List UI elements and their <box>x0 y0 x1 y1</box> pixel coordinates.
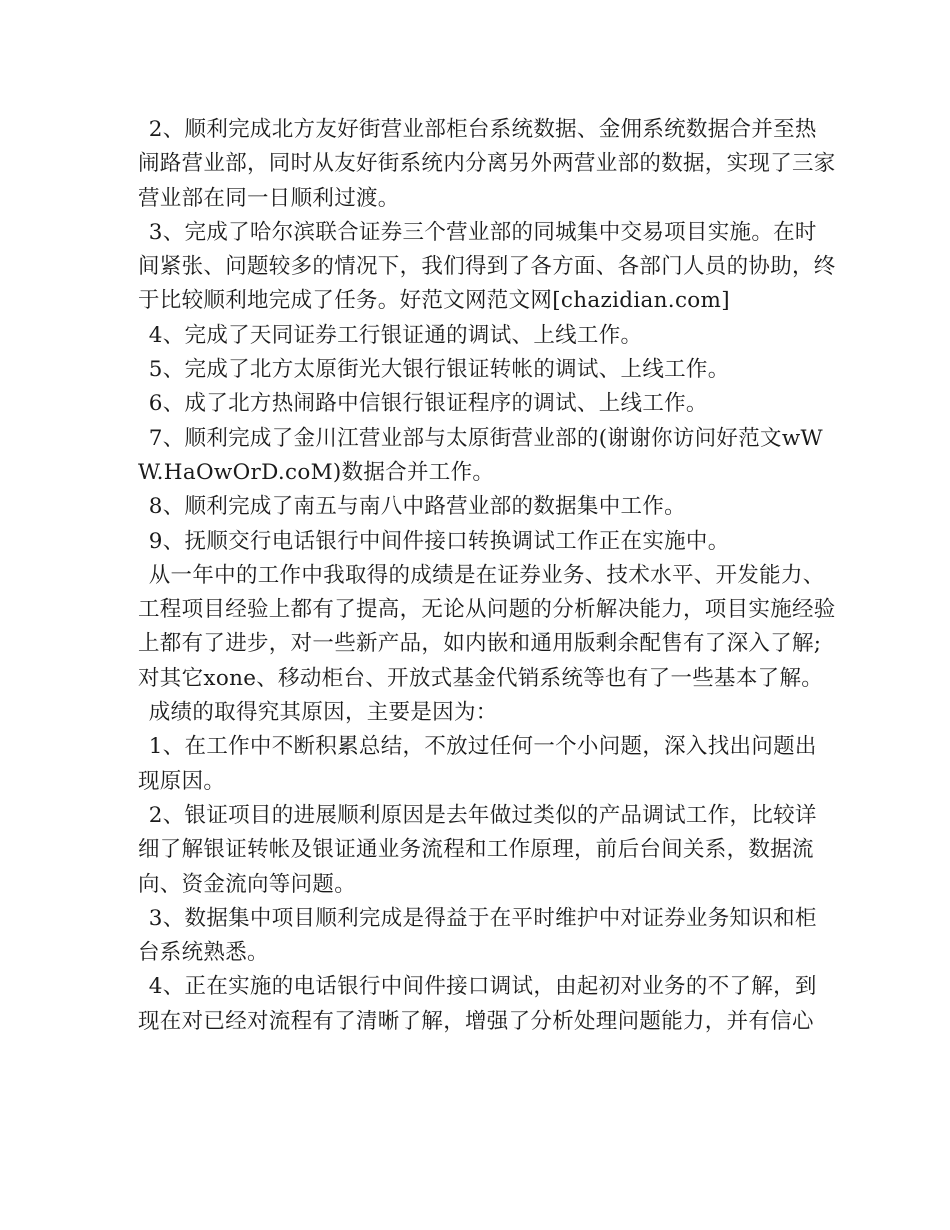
paragraph-item-9: 9、抚顺交行电话银行中间件接口转换调试工作正在实施中。 <box>148 528 730 554</box>
paragraph-item-3: 3、完成了哈尔滨联合证券三个营业部的同城集中交易项目实施。在时间紧张、问题较多的情况下，我们得到了各方面、各部门人员的协助，终于比较顺利地完成了任务。好范文网范文网[chazidian.com] <box>138 219 836 314</box>
paragraph-reason-4: 4、正在实施的电话银行中间件接口调试，由起初对业务的不了解，到现在对已经对流程有了清晰了解，增强了分析处理问题能力，并有信心 <box>138 974 817 1034</box>
paragraph-reasons-intro: 成绩的取得究其原因，主要是因为： <box>148 700 498 726</box>
paragraph-item-8: 8、顺利完成了南五与南八中路营业部的数据集中工作。 <box>148 494 686 520</box>
paragraph-reason-1: 1、在工作中不断积累总结，不放过任何一个小问题，深入找出问题出现原因。 <box>138 734 817 794</box>
paragraph-reason-2: 2、银证项目的进展顺利原因是去年做过类似的产品调试工作，比较详细了解银证转帐及银证通业务流程和工作原理，前后台间关系，数据流向、资金流向等问题。 <box>138 802 817 897</box>
document-body <box>138 113 838 1039</box>
paragraph-item-2: 2、顺利完成北方友好街营业部柜台系统数据、金佣系统数据合并至热闹路营业部，同时从友好街系统内分离另外两营业部的数据，实现了三家营业部在同一日顺利过渡。 <box>138 117 836 211</box>
paragraph-item-5: 5、完成了北方太原街光大银行银证转帐的调试、上线工作。 <box>148 357 730 383</box>
paragraph-item-6: 6、成了北方热闹路中信银行银证程序的调试、上线工作。 <box>148 391 708 417</box>
paragraph-achievements: 从一年中的工作中我取得的成绩是在证券业务、技术水平、开发能力、工程项目经验上都有了提高，无论从问题的分析解决能力，项目实施经验上都有了进步，对一些新产品，如内嵌和通用版剩余配售有了深入了解;对其它xone、移动柜台、开放式基金代销系统等也有了一些基本了解。 <box>138 562 836 691</box>
paragraph-item-4: 4、完成了天同证券工行银证通的调试、上线工作。 <box>148 322 643 348</box>
paragraph-item-7: 7、顺利完成了金川江营业部与太原街营业部的(谢谢你访问好范文wWW.HaOwOrD.coM)数据合并工作。 <box>138 425 823 485</box>
paragraph-reason-3: 3、数据集中项目顺利完成是得益于在平时维护中对证券业务知识和柜台系统熟悉。 <box>138 905 817 966</box>
